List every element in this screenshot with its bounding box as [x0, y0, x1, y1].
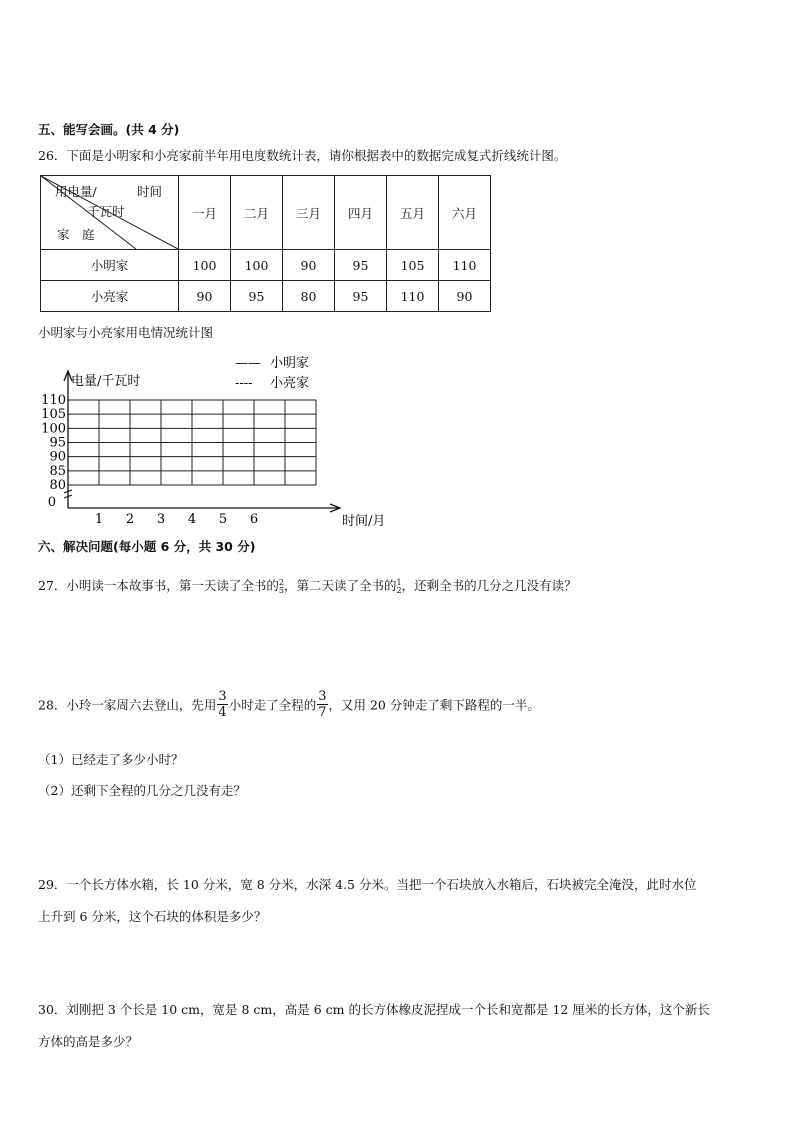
x-tick-label: 2 [125, 512, 135, 527]
family-name: 小明家 [41, 250, 179, 281]
question-29-line-2: 上升到 6 分米，这个石块的体积是多少？ [38, 909, 267, 924]
x-tick-label: 5 [218, 512, 228, 527]
question-28-sub-1: （1）已经走了多少小时？ [38, 752, 184, 767]
x-tick-label: 4 [187, 512, 197, 527]
question-30-line-2: 方体的高是多少？ [38, 1034, 139, 1049]
y-tick-label: 95 [49, 435, 66, 451]
fraction-denominator: 2 [396, 585, 402, 595]
question-27-part1: 27．小明读一本故事书，第一天读了全书的 [38, 578, 279, 593]
table-cell: 90 [179, 281, 231, 312]
y-axis-label: 电量/千瓦时 [71, 374, 141, 389]
table-cell: 95 [231, 281, 283, 312]
corner-label-time: 时间 [137, 184, 163, 199]
y-tick-label: 90 [49, 449, 66, 465]
table-cell: 90 [283, 250, 335, 281]
question-26-text: 26．下面是小明家和小亮家前半年用电度数统计表，请你根据表中的数据完成复式折线统计图。 [38, 148, 567, 163]
table-row [41, 250, 491, 281]
question-27-part3: ，还剩全书的几分之几没有读？ [401, 578, 577, 593]
fraction [317, 690, 327, 719]
question-28 [38, 690, 540, 719]
legend-label: 小明家 [270, 356, 310, 371]
electricity-table [40, 175, 491, 312]
table-cell: 90 [439, 281, 491, 312]
legend-label: 小亮家 [270, 376, 310, 391]
table-cell: 110 [387, 281, 439, 312]
y-tick-label: 0 [47, 495, 56, 510]
table-cell: 100 [231, 250, 283, 281]
month-header: 四月 [335, 176, 387, 250]
section-5-title: 五、能写会画。(共 4 分) [38, 122, 180, 137]
month-header: 六月 [439, 176, 491, 250]
question-29-line-1: 29．一个长方体水箱，长 10 分米，宽 8 分米，水深 4.5 分米。当把一个石块放入水箱后，石块被完全淹没，此时水位 [38, 877, 697, 892]
corner-label-usage: 用电量/ [55, 184, 97, 199]
legend-symbol-dashed: ---- [235, 376, 253, 391]
fraction-denominator: 4 [218, 705, 227, 720]
line-chart-grid [30, 345, 390, 530]
month-header: 五月 [387, 176, 439, 250]
x-tick-label: 1 [94, 512, 104, 527]
table-cell: 105 [387, 250, 439, 281]
fraction-denominator: 5 [278, 585, 285, 595]
question-28-part1: 28．小玲一家周六去登山，先用 [38, 697, 217, 713]
table-cell: 100 [179, 250, 231, 281]
question-30-line-1: 30．刘刚把 3 个长是 10 cm，宽是 8 cm，高是 6 cm 的长方体橡皮泥捏成一个长和宽都是 12 厘米的长方体，这个新长 [38, 1002, 710, 1017]
section-6-title: 六、解决问题(每小题 6 分，共 30 分) [38, 539, 256, 554]
corner-label-unit: 千瓦时 [87, 204, 125, 219]
family-name: 小亮家 [41, 281, 179, 312]
table-corner-cell [41, 176, 179, 250]
x-tick-label: 3 [156, 512, 166, 527]
table-cell: 110 [439, 250, 491, 281]
table-cell: 95 [335, 281, 387, 312]
corner-label-family: 家 庭 [57, 227, 95, 242]
legend-symbol-solid: —— [235, 356, 261, 371]
table-header-row [41, 176, 491, 250]
question-28-sub-2: （2）还剩下全程的几分之几没有走？ [38, 783, 246, 798]
fraction-numerator: 3 [318, 689, 327, 704]
question-28-part2: 小时走了全程的 [228, 697, 317, 713]
y-tick-label: 80 [49, 478, 66, 493]
month-header: 一月 [179, 176, 231, 250]
month-header: 三月 [283, 176, 335, 250]
fraction-denominator: 7 [318, 705, 327, 720]
question-28-part3: ，又用 20 分钟走了剩下路程的一半。 [328, 697, 540, 713]
y-tick-label: 105 [41, 407, 66, 423]
fraction-numerator: 1 [396, 577, 402, 587]
question-27 [38, 576, 577, 595]
fraction [217, 690, 227, 719]
x-tick-label: 6 [249, 512, 259, 527]
fraction-numerator: 3 [218, 689, 227, 704]
table-row [41, 281, 491, 312]
y-tick-label: 110 [41, 393, 66, 408]
y-tick-label: 85 [49, 463, 66, 479]
table-cell: 95 [335, 250, 387, 281]
question-27-part2: ，第二天读了全书的 [284, 578, 397, 593]
y-tick-label: 100 [41, 421, 66, 437]
chart-title: 小明家与小亮家用电情况统计图 [38, 325, 214, 340]
month-header: 二月 [231, 176, 283, 250]
table-cell: 80 [283, 281, 335, 312]
x-axis-label: 时间/月 [342, 514, 386, 529]
fraction-numerator: 2 [278, 577, 285, 587]
